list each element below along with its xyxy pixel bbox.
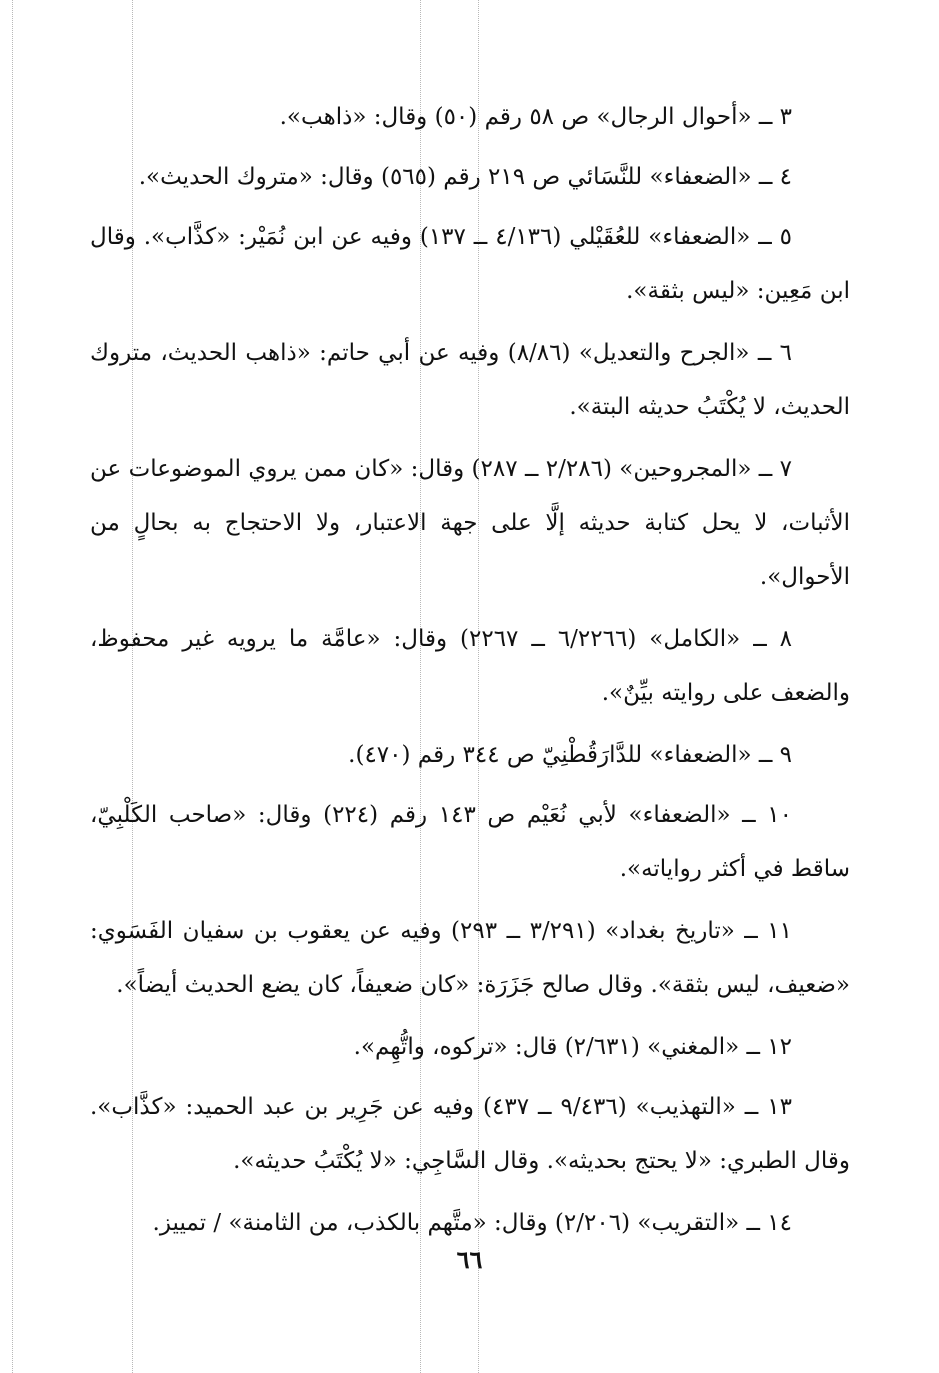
entry-text: ٥ ــ «الضعفاء» للعُقَيْلي (٤/١٣٦ ــ ١٣٧) وفيه عن ابن نُمَيْر: «كذَّاب». وقال ابن مَعِين: «ليس بثقة». [90, 224, 850, 304]
entry-text: ٦ ــ «الجرح والتعديل» (٨/٨٦) وفيه عن أبي حاتم: «ذاهب الحديث، متروك الحديث، لا يُكْتَبُ حديثه البتة». [90, 340, 850, 420]
scan-edge-line [12, 0, 13, 1373]
entry-text: ١٢ ــ «المغني» (٢/٦٣١) قال: «تركوه، واتُّهِم». [353, 1034, 792, 1060]
footnote-entry [90, 728, 850, 782]
footnote-entry [90, 612, 850, 720]
entry-text: ١١ ــ «تاريخ بغداد» (٣/٢٩١ ــ ٢٩٣) وفيه عن يعقوب بن سفيان الفَسَوي: «ضعيف، ليس بثقة». وقال صالح جَزَرَة: «كان ضعيفاً، كان يضع الحديث أيضاً». [90, 918, 850, 998]
entry-text: ٩ ــ «الضعفاء» للدَّارَقُطْنِيّ ص ٣٤٤ رقم (٤٧٠). [348, 742, 792, 768]
page-number: ٦٦ [456, 1245, 483, 1274]
entry-text: ٣ ــ «أحوال الرجال» ص ٥٨ رقم (٥٠) وقال: «ذاهب». [279, 104, 792, 130]
footnote-entry [90, 1080, 850, 1188]
footnote-entry [90, 150, 850, 204]
footnote-entry [90, 210, 850, 318]
entry-text: ٤ ــ «الضعفاء» للنَّسَائي ص ٢١٩ رقم (٥٦٥) وقال: «متروك الحديث». [138, 164, 792, 190]
entry-text: ١٣ ــ «التهذيب» (٩/٤٣٦ ــ ٤٣٧) وفيه عن جَرِير بن عبد الحميد: «كذَّاب». وقال الطبري: «لا يحتج بحديثه». وقال السَّاجِي: «لا يُكْتَبُ حديثه». [90, 1094, 850, 1174]
entry-text: ٨ ــ «الكامل» (٦/٢٢٦٦ ــ ٢٢٦٧) وقال: «عامَّة ما يرويه غير محفوظ، والضعف على روايته بيِّنٌ». [90, 626, 850, 706]
entry-text: ١٠ ــ «الضعفاء» لأبي نُعَيْم ص ١٤٣ رقم (٢٢٤) وقال: «صاحب الكَلْبِيّ، ساقط في أكثر رواياته». [90, 802, 850, 882]
footnote-entry [90, 90, 850, 144]
footnote-entry [90, 326, 850, 434]
footnote-entry [90, 904, 850, 1012]
entry-text: ٧ ــ «المجروحين» (٢/٢٨٦ ــ ٢٨٧) وقال: «كان ممن يروي الموضوعات عن الأثبات، لا يحل كتابة حديثه إلَّا على جهة الاعتبار، ولا الاحتجاج به بحالٍ من الأحوال». [90, 456, 850, 590]
footnote-entry [90, 442, 850, 604]
page-body [90, 90, 850, 1256]
footnote-entry [90, 1020, 850, 1074]
footnote-entry [90, 1196, 850, 1250]
footnote-entry [90, 788, 850, 896]
entry-text: ١٤ ــ «التقريب» (٢/٢٠٦) وقال: «متَّهم بالكذب، من الثامنة» / تمييز. [152, 1210, 792, 1236]
